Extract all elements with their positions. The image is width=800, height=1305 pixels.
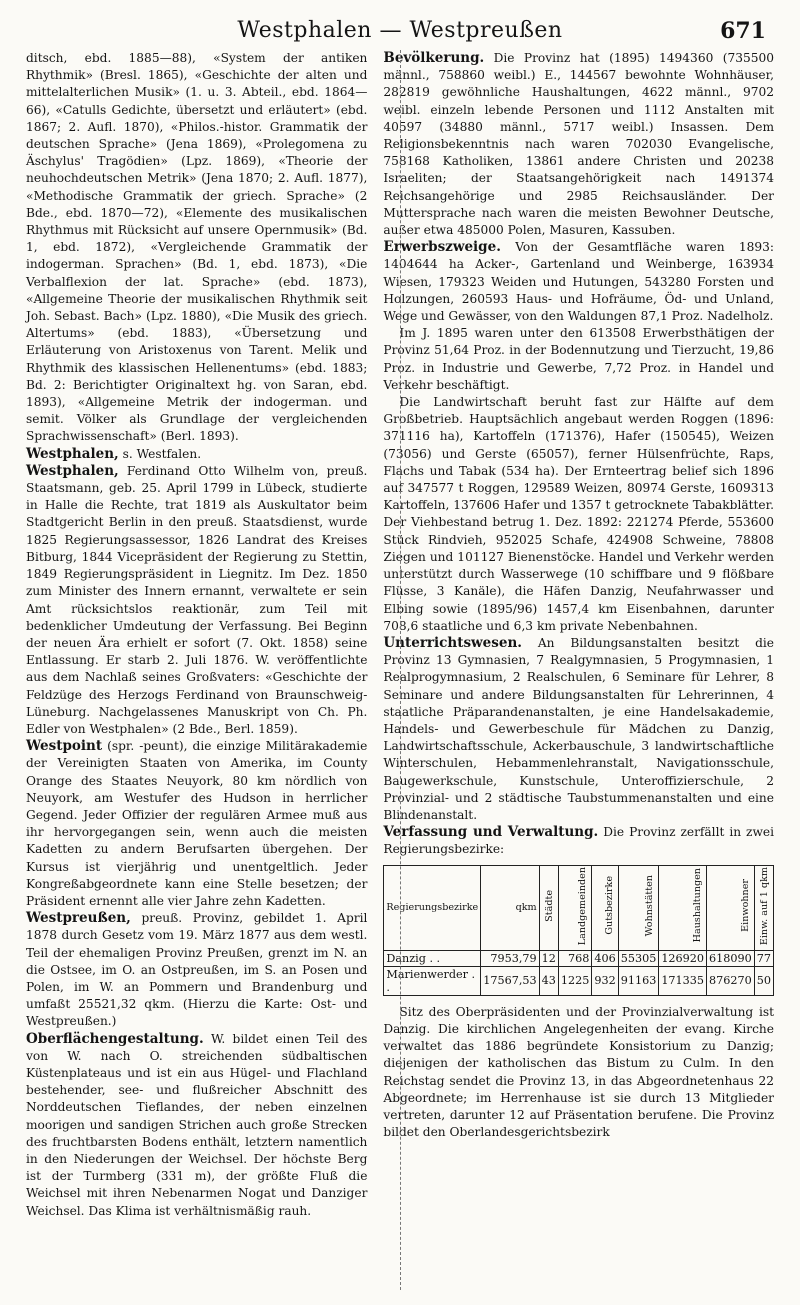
table-header-cell: Haushaltungen: [659, 865, 707, 950]
table-cell: 91163: [618, 966, 659, 995]
table-cell: 406: [592, 950, 618, 966]
table-cell: 1225: [558, 966, 591, 995]
entry-keyword: Westphalen,: [26, 445, 119, 462]
paragraph: [383, 824, 774, 858]
paragraph: [383, 635, 774, 824]
table-row: [384, 950, 774, 966]
paragraph-text: Im J. 1895 waren unter den 613508 Erwerbsthätigen der Provinz 51,64 Proz. in der Bodennutzung und Tierzucht, 19,86 Proz. in Industrie und Gewerbe, 7,72 Proz. in Handel und Verkehr beschäftigt.: [383, 326, 774, 392]
paragraph: [383, 1004, 774, 1142]
table-cell: 17567,53: [481, 966, 539, 995]
table-header-cell: Regierungsbezirke: [384, 865, 481, 950]
entry-keyword: Westpreußen,: [26, 910, 131, 927]
table-cell: 932: [592, 966, 618, 995]
table-header-cell: Landgemeinden: [558, 865, 591, 950]
paragraph-text: s. Westfalen.: [118, 446, 202, 461]
section-keyword: Unterrichtswesen.: [383, 634, 522, 651]
table-header-cell: Wohnstätten: [618, 865, 659, 950]
table-cell: 126920: [659, 950, 707, 966]
text-columns: [26, 50, 774, 1290]
paragraph-text: ditsch, ebd. 1885—88), «System der antiken Rhythmik» (Bresl. 1865), «Geschichte der alten und mittelalterlichen Musik» (1. u. 3. Abteil., ebd. 1864—66), «Catulls Gedichte, übersetzt und erläutert» (ebd. 1867; 2. Aufl. 1870), «Philos.-histor. Grammatik der deutschen Sprache» (Jena 1869), «Prolegomena zu Äschylus' Tragödien» (Lpz. 1869), «Theorie der neuhochdeutschen Metrik» (Jena 1870; 2. Aufl. 1877), «Methodische Grammatik der griech. Sprache» (2 Bde., ebd. 1870—72), «Elemente des musikalischen Rhythmus mit Rücksicht auf unsere Opernmusik» (Bd. 1, ebd. 1872), «Vergleichende Grammatik der indogerman. Sprachen» (Bd. 1, ebd. 1873), «Die Verbalflexion der lat. Sprache» (ebd. 1873), «Allgemeine Theorie der musikalischen Rhythmik seit Joh. Sebast. Bach» (Lpz. 1880), «Die Musik des griech. Altertums» (ebd. 1883), «Übersetzung und Erläuterung von Aristoxenus von Tarent. Melik und Rhythmik des klassischen Hellenentums» (ebd. 1883; Bd. 2: Berichtigter Originaltext hg. von Saran, ebd. 1893), «Allgemeine Metrik der indogerman. und semit. Völker als Grundlage der vergleichenden Sprachwissenschaft» (Berl. 1893).: [26, 51, 368, 444]
table-cell: 77: [754, 950, 773, 966]
left-column: [26, 50, 367, 1290]
paragraph: [26, 463, 367, 738]
paragraph-text: W. bildet einen Teil des von W. nach O. streichenden südbaltischen Küstenplateaus und ist ein aus Hügel- und Flachland bestehender, see- und flußreicher Abschnitt des Norddeutschen Tieflandes, der neben einzelnen moorigen und sandigen Strichen auch große Strecken des fruchtbarsten Bodens enthält, letztern namentlich in den Niederungen der Weichsel. Der höchste Berg ist der Turmberg (331 m), der größte Fluß die Weichsel mit ihren Nebenarmen Nogat und Danziger Weichsel. Das Klima ist verhältnismäßig rauh.: [26, 1031, 368, 1218]
paragraph-text: Die Provinz zerfällt in zwei Regierungsbezirke:: [383, 825, 775, 857]
paragraph: [383, 394, 774, 635]
paragraph: [26, 50, 367, 446]
paragraph-text: Von der Gesamtfläche waren 1893: 1404644 ha Acker-, Gartenland und Weinberge, 163934 Wiesen, 179323 Weiden und Hutungen, 543280 Forsten und Holzungen, 260593 Haus- und Hofräume, Öd- und Unland, Wege und Gewässer, von den Waldungen 87,1 Proz. Nadelholz.: [383, 240, 774, 324]
section-keyword: Erwerbszweige.: [383, 239, 501, 256]
paragraph: [383, 50, 774, 239]
table-cell: 55305: [618, 950, 659, 966]
districts-table: [383, 865, 774, 996]
paragraph: [26, 1031, 367, 1220]
paragraph-text: preuß. Provinz, gebildet 1. April 1878 durch Gesetz vom 19. März 1877 aus dem westl. Teil der ehemaligen Provinz Preußen, grenzt im N. an die Ostsee, im O. an Ostpreußen, im S. an Posen und Polen, im W. an Pommern und Brandenburg und umfaßt 25521,32 qkm. (Hierzu die Karte: Ost- und Westpreußen.): [26, 911, 368, 1029]
table-cell: Danzig . .: [384, 950, 481, 966]
table-cell: 171335: [659, 966, 707, 995]
paragraph: [26, 910, 367, 1030]
paragraph-text: Die Provinz hat (1895) 1494360 (735500 männl., 758860 weibl.) E., 144567 bewohnte Wohnhäuser, 282819 gewöhnliche Haushaltungen, 4622 männl., 9702 weibl. einzeln lebende Personen und 1112 Anstalten mit 40597 (34880 männl., 5717 weibl.) Insassen. Dem Religionsbekenntnis nach waren 702030 Evangelische, 758168 Katholiken, 13861 andere Christen und 20238 Israeliten; der Staatsangehörigkeit nach 1491374 Reichsangehörige und 2985 Reichsausländer. Der Muttersprache nach waren die meisten Bewohner Deutsche, außer etwa 485000 Polen, Masuren, Kassuben.: [383, 51, 774, 238]
table-cell: 876270: [707, 966, 755, 995]
table-header-cell: Städte: [539, 865, 558, 950]
table-header-cell: Einw. auf 1 qkm: [754, 865, 773, 950]
table-cell: 43: [539, 966, 558, 995]
paragraph-text: (spr. -peunt), die einzige Militärakademie der Vereinigten Staaten von Amerika, im County Orange des Staates Neuyork, 80 km nördlich von Neuyork, am Westufer des Hudson in herrlicher Gegend. Jeder Offizier der regulären Armee muß aus ihr hervorgegangen sein, wenn auch die meisten Kadetten zu andern Berufsarten übergehen. Der Kursus ist vierjährig und unentgeltlich. Jeder Kongreßabgeordnete kann eine Stelle besetzen; der Präsident ernennt alle vier Jahre zehn Kadetten.: [26, 739, 368, 908]
table-cell: 768: [558, 950, 591, 966]
table-header-row: [384, 865, 774, 950]
table-cell: 7953,79: [481, 950, 539, 966]
table-cell: 50: [754, 966, 773, 995]
paragraph: [383, 239, 774, 325]
paragraph-text: Sitz des Oberpräsidenten und der Provinzialverwaltung ist Danzig. Die kirchlichen Angelegenheiten der evang. Kirche verwaltet das 1886 begründete Konsistorium zu Danzig; diejenigen der katholischen das Bistum zu Culm. In den Reichstag sendet die Provinz 13, in das Abgeordnetenhaus 22 Abgeordnete; im Herrenhause ist sie durch 13 Mitglieder vertreten, darunter 12 auf Präsentation berufene. Die Provinz bildet den Oberlandesgerichtsbezirk: [383, 1004, 774, 1140]
table-header-cell: qkm: [481, 865, 539, 950]
entry-keyword: Westphalen,: [26, 462, 119, 479]
page-header: [26, 10, 774, 50]
column-divider: [400, 50, 401, 1290]
section-keyword: Verfassung und Verwaltung.: [383, 824, 599, 841]
paragraph-text: Die Landwirtschaft beruht fast zur Hälfte auf dem Großbetrieb. Hauptsächlich angebaut werden Roggen (1896: 371116 ha), Kartoffeln (171376), Hafer (150545), Weizen (73056) und Gerste (65057), ferner Hülsenfrüchte, Raps, Flachs und Tabak (534 ha). Der Ernteertrag belief sich 1896 auf 347577 t Roggen, 129589 Weizen, 80974 Gerste, 1609313 Kartoffeln, 137606 Hafer und 1357 t getrocknete Tabakblätter. Der Viehbestand betrug 1. Dez. 1892: 221274 Pferde, 553600 Stück Rindvieh, 952025 Schafe, 424908 Schweine, 78808 Ziegen und 101127 Bienenstöcke. Handel und Verkehr werden unterstützt durch Wasserwege (10 schiffbare und 9 flößbare Flüsse, 3 Kanäle), die Häfen Danzig, Neufahrwasser und Elbing sowie (1895/96) 1457,4 km Eisenbahnen, darunter 708,6 staatliche und 6,3 km private Nebenbahnen.: [383, 395, 774, 633]
entry-keyword: Oberflächengestaltung.: [26, 1030, 204, 1047]
table-cell: Marienwerder . .: [384, 966, 481, 995]
table-header-cell: Gutsbezirke: [592, 865, 618, 950]
paragraph: [26, 738, 367, 910]
entry-keyword: Westpoint: [26, 738, 103, 755]
table-row: [384, 966, 774, 995]
running-title: Westphalen — Westpreußen: [237, 18, 563, 43]
paragraph: [26, 446, 367, 463]
paragraph-text: Ferdinand Otto Wilhelm von, preuß. Staatsmann, geb. 25. April 1799 in Lübeck, studierte in Halle die Rechte, trat 1819 als Auskultator beim Stadtgericht Berlin in den preuß. Staatsdienst, wurde 1825 Regierungsassessor, 1826 Landrat des Kreises Bitburg, 1844 Vicepräsident der Regierung zu Stettin, 1849 Regierungspräsident in Liegnitz. Im Dez. 1850 zum Minister des Innern ernannt, verwaltete er sein Amt rücksichtslos reaktionär, zum Teil mit bedenklicher Umdeutung der Verfassung. Bei Beginn der neuen Ära erhielt er sofort (7. Okt. 1858) seine Entlassung. Er starb 2. Juli 1876. W. veröffentlichte aus dem Nachlaß seines Großvaters: «Geschichte der Feldzüge des Herzogs Ferdinand von Braunschweig-Lüneburg. Nachgelassenes Manuskript von Ch. Ph. Edler von Westphalen» (2 Bde., Berl. 1859).: [26, 463, 368, 736]
table-cell: 618090: [707, 950, 755, 966]
page-number: 671: [720, 18, 766, 44]
table-cell: 12: [539, 950, 558, 966]
paragraph: [383, 325, 774, 394]
paragraph-text: An Bildungsanstalten besitzt die Provinz 13 Gymnasien, 7 Realgymnasien, 5 Progymnasien, 1 Realprogymnasium, 2 Realschulen, 6 Seminare für Lehrer, 8 Seminare und andere Bildungsanstalten für Lehrerinnen, 4 staatliche Präparandenanstalten, je eine Handelsakademie, Handels- und Gewerbeschule für Mädchen zu Danzig, Landwirtschaftsschule, Ackerbauschule, 3 landwirtschaftliche Winterschulen, Hebammenlehranstalt, Navigationsschule, Baugewerkschule, Kunstschule, Unteroffizierschule, 2 Provinzial- und 2 städtische Taubstummenanstalten und eine Blindenanstalt.: [383, 635, 774, 822]
table-header-cell: Einwohner: [707, 865, 755, 950]
right-column: [383, 50, 774, 1290]
section-keyword: Bevölkerung.: [383, 50, 485, 66]
